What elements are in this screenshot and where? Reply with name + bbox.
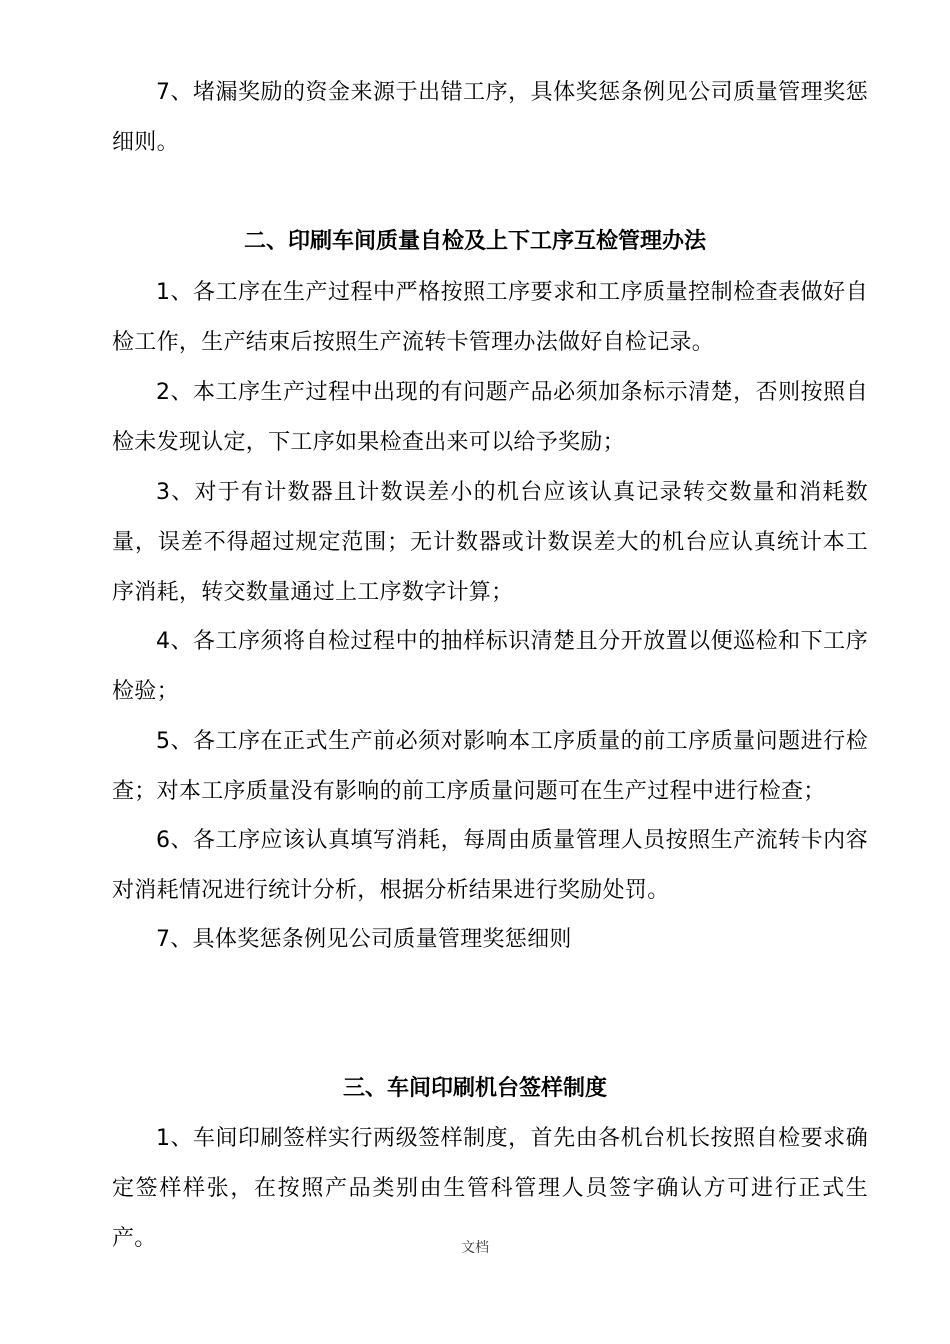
paragraph-s2-1: 1、各工序在生产过程中严格按照工序要求和工序质量控制检查表做好自检工作，生产结束后按照生产流转卡管理办法做好自检记录。 — [112, 280, 868, 355]
paragraph-s2-3: 3、对于有计数器且计数误差小的机台应该认真记录转交数量和消耗数量，误差不得超过规定范围；无计数器或计数误差大的机台应认真统计本工序消耗，转交数量通过上工序数字计算； — [112, 480, 868, 605]
paragraph-s2-7: 7、具体奖惩条例见公司质量管理奖惩细则 — [156, 927, 572, 952]
paragraph-s2-4: 4、各工序须将自检过程中的抽样标识清楚且分开放置以便巡检和下工序检验； — [112, 629, 868, 704]
paragraph-s2-6: 6、各工序应该认真填写消耗，每周由质量管理人员按照生产流转卡内容对消耗情况进行统计分析，根据分析结果进行奖励处罚。 — [112, 828, 868, 903]
paragraph-s2-5: 5、各工序在正式生产前必须对影响本工序质量的前工序质量问题进行检查；对本工序质量没有影响的前工序质量问题可在生产过程中进行检查； — [112, 729, 868, 804]
paragraph-s2-2: 2、本工序生产过程中出现的有问题产品必须加条标示清楚，否则按照自检未发现认定，下工序如果检查出来可以给予奖励； — [112, 380, 868, 455]
page-footer: 文档 — [461, 1240, 489, 1256]
paragraph-s1-7: 7、堵漏奖励的资金来源于出错工序，具体奖惩条例见公司质量管理奖惩细则。 — [112, 80, 868, 155]
section-heading-3: 三、车间印刷机台签样制度 — [342, 1076, 607, 1101]
paragraph-s3-1: 1、车间印刷签样实行两级签样制度，首先由各机台机长按照自检要求确定签样样张，在按照产品类别由生管科管理人员签字确认方可进行正式生产。 — [112, 1126, 868, 1251]
section-heading-2: 二、印刷车间质量自检及上下工序互检管理办法 — [243, 229, 706, 254]
